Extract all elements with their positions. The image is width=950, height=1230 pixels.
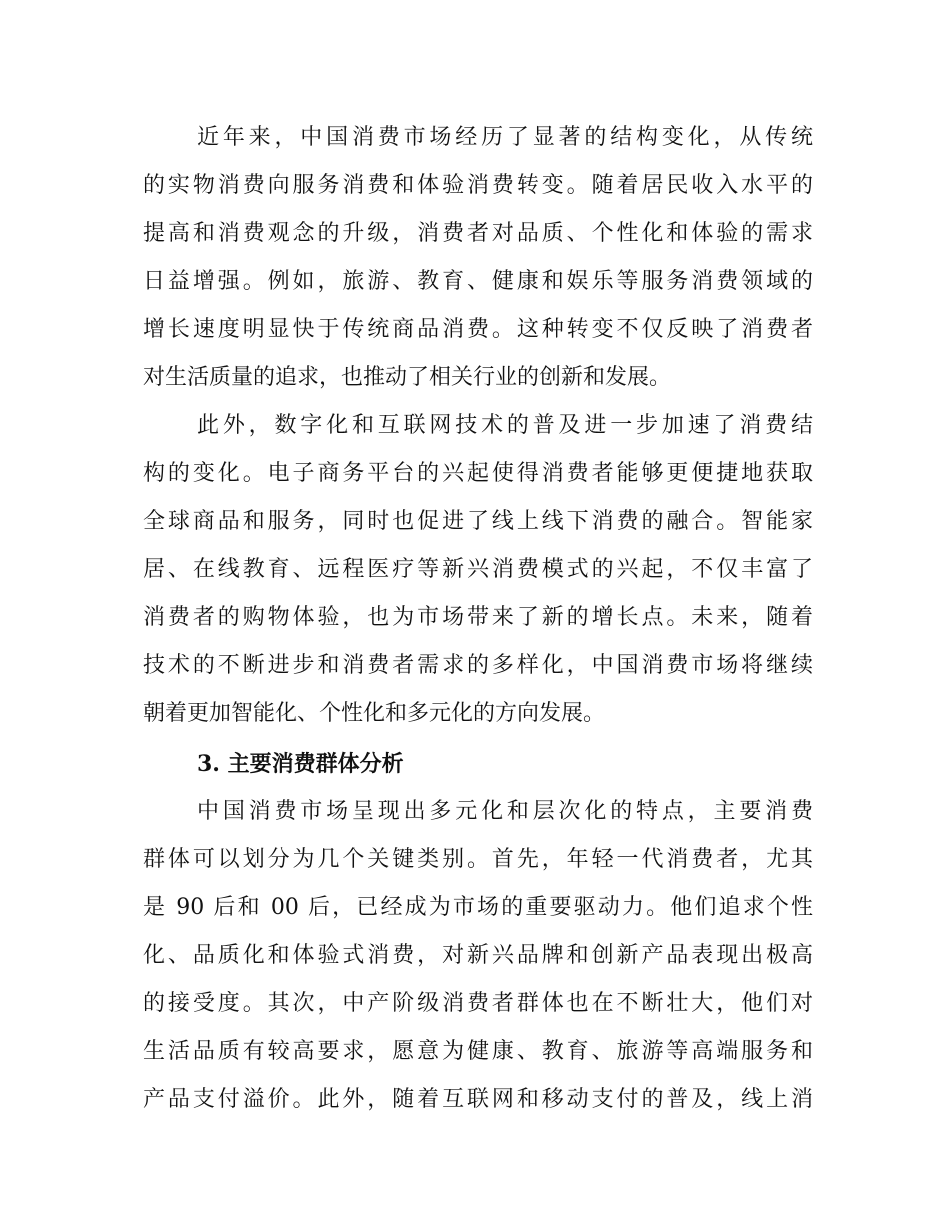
paragraph-2-line-6: 技术的不断进步和消费者需求的多样化，中国消费市场将继续 (143, 653, 813, 678)
section-paragraph-line-7: 产品支付溢价。此外，随着互联网和移动支付的普及，线上消 (143, 1087, 813, 1112)
paragraph-1-line-5: 增长速度明显快于传统商品消费。这种转变不仅反映了消费者 (143, 317, 813, 342)
paragraph-1-line-6: 对生活质量的追求，也推动了相关行业的创新和发展。 (143, 365, 672, 390)
paragraph-1-line-2: 的实物消费向服务消费和体验消费转变。随着居民收入水平的 (143, 173, 813, 198)
paragraph-2-line-2: 构的变化。电子商务平台的兴起使得消费者能够更便捷地获取 (143, 461, 813, 486)
section-paragraph-line-5: 的接受度。其次，中产阶级消费者群体也在不断壮大，他们对 (143, 991, 813, 1016)
paragraph-2-line-1: 此外，数字化和互联网技术的普及进一步加速了消费结 (197, 413, 813, 438)
paragraph-1-line-4: 日益增强。例如，旅游、教育、健康和娱乐等服务消费领域的 (143, 269, 813, 294)
section-paragraph-line-3: 是 90 后和 00 后，已经成为市场的重要驱动力。他们追求个性 (143, 895, 813, 920)
section-paragraph-line-6: 生活品质有较高要求，愿意为健康、教育、旅游等高端服务和 (143, 1039, 813, 1064)
paragraph-1-line-1: 近年来，中国消费市场经历了显著的结构变化，从传统 (197, 125, 813, 150)
paragraph-2-line-3: 全球商品和服务，同时也促进了线上线下消费的融合。智能家 (143, 509, 813, 534)
section-paragraph-line-2: 群体可以划分为几个关键类别。首先，年轻一代消费者，尤其 (143, 847, 813, 872)
section-paragraph-line-4: 化、品质化和体验式消费，对新兴品牌和创新产品表现出极高 (143, 943, 813, 968)
paragraph-2-line-5: 消费者的购物体验，也为市场带来了新的增长点。未来，随着 (143, 605, 813, 630)
section-paragraph-line-1: 中国消费市场呈现出多元化和层次化的特点，主要消费 (197, 799, 813, 824)
paragraph-2-line-4: 居、在线教育、远程医疗等新兴消费模式的兴起，不仅丰富了 (143, 557, 813, 582)
paragraph-2-line-7: 朝着更加智能化、个性化和多元化的方向发展。 (143, 701, 606, 726)
paragraph-1-line-3: 提高和消费观念的升级，消费者对品质、个性化和体验的需求 (143, 221, 813, 246)
section-heading: 3. 主要消费群体分析 (197, 751, 404, 777)
